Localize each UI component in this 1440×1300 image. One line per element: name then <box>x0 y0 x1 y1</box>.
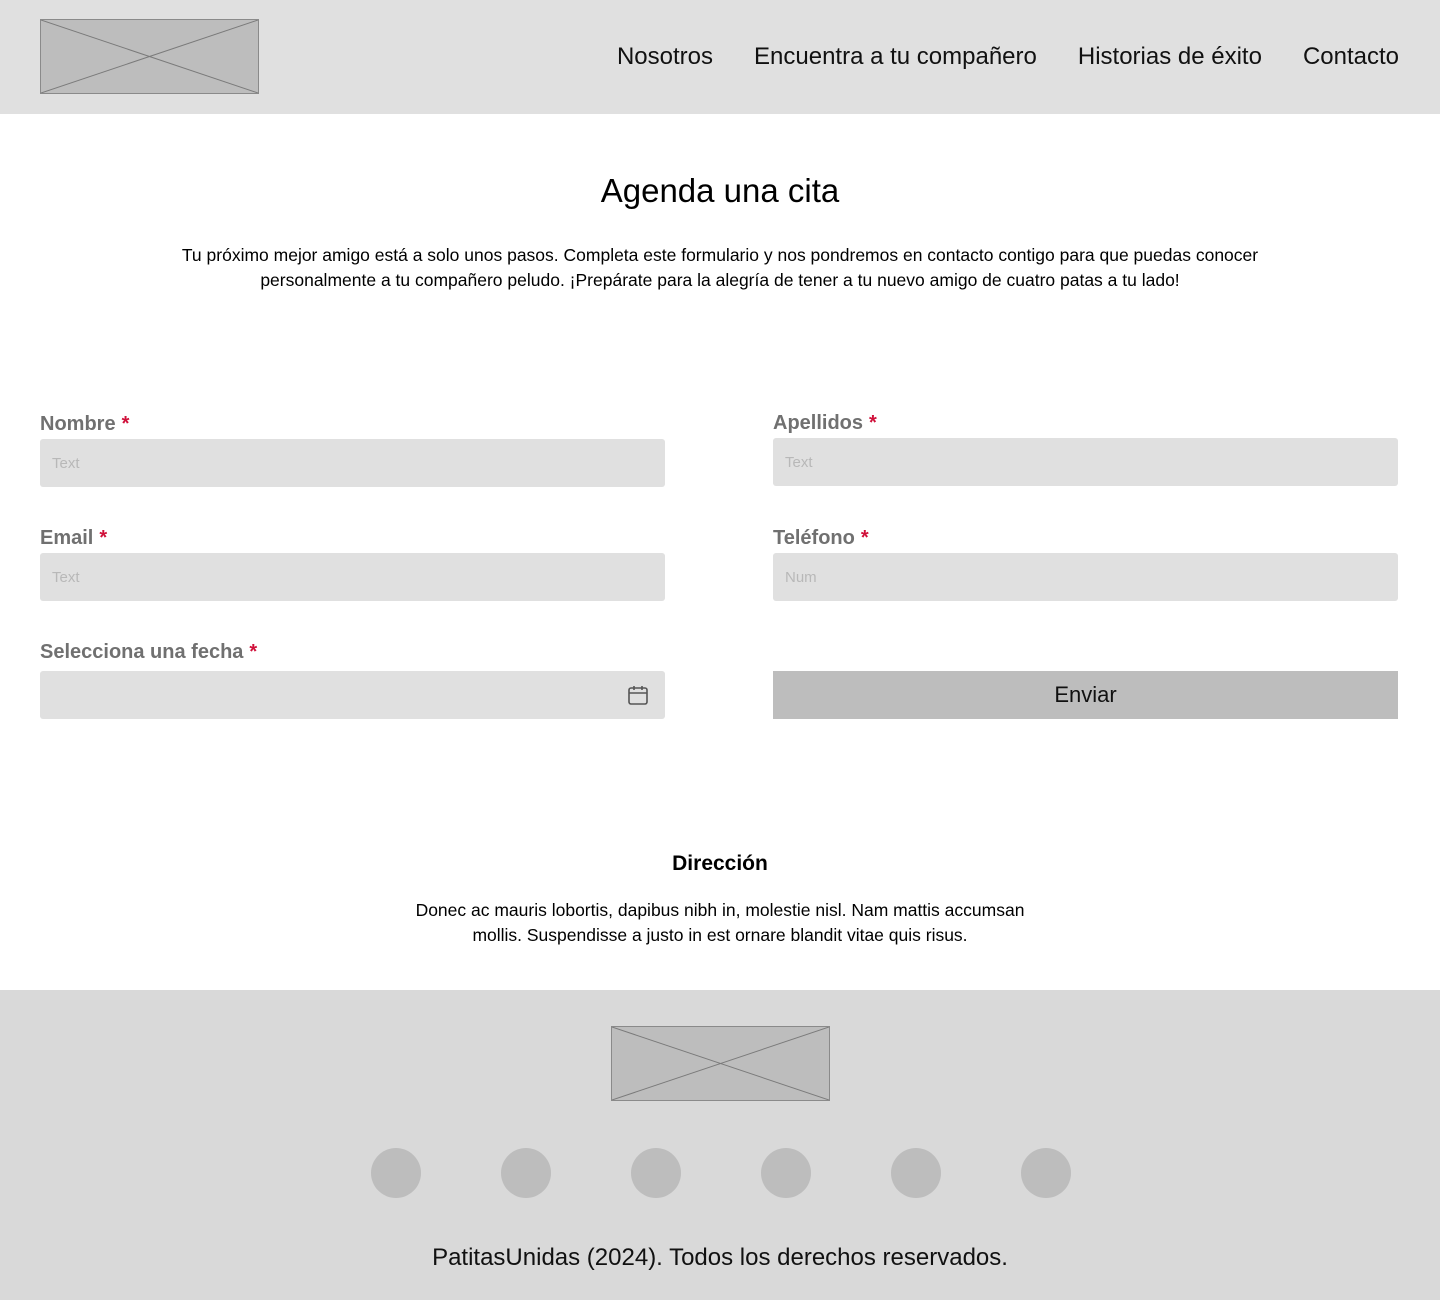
email-label <box>40 526 107 550</box>
nav-link-historias-exito[interactable]: Historias de éxito <box>1077 43 1262 70</box>
social-icon-1[interactable] <box>371 1148 421 1198</box>
nombre-label <box>40 412 129 436</box>
date-picker-input[interactable] <box>40 671 665 719</box>
intro-text: Tu próximo mejor amigo está a solo unos pasos. Completa este formulario y nos pondremos en contacto contigo para que puedas conocer personalmente a tu compañero peludo. ¡Prepárate para la alegría de tener a tu nuevo amigo de cuatro patas a tu lado! <box>181 245 1259 290</box>
social-icon-2[interactable] <box>501 1148 551 1198</box>
required-asterisk: * <box>99 527 108 549</box>
page-title: Agenda una cita <box>600 172 840 209</box>
site-footer <box>0 990 1440 1300</box>
email-input[interactable] <box>40 553 665 601</box>
social-icon-4[interactable] <box>761 1148 811 1198</box>
main-nav <box>617 42 1399 72</box>
required-asterisk: * <box>860 527 869 549</box>
copyright-text: PatitasUnidas (2024). Todos los derechos reservados. <box>432 1244 1008 1271</box>
social-icon-6[interactable] <box>1021 1148 1071 1198</box>
nav-link-nosotros[interactable]: Nosotros <box>616 43 714 70</box>
address-text: Donec ac mauris lobortis, dapibus nibh in, molestie nisl. Nam mattis accumsan mollis. Suspendisse a justo in est ornare blandit vitae quis risus. <box>415 900 1025 945</box>
apellidos-label-text: Apellidos <box>773 412 864 434</box>
social-icon-3[interactable] <box>631 1148 681 1198</box>
logo-image-placeholder-icon[interactable] <box>40 19 259 94</box>
site-header <box>0 0 1440 114</box>
required-asterisk: * <box>249 641 258 663</box>
nombre-label-text: Nombre <box>40 413 116 435</box>
nombre-input[interactable] <box>40 439 665 487</box>
social-links <box>371 1148 1071 1198</box>
required-asterisk: * <box>121 413 130 435</box>
apellidos-input[interactable] <box>773 438 1398 486</box>
nav-link-contacto[interactable]: Contacto <box>1302 43 1399 70</box>
address-title: Dirección <box>672 852 768 875</box>
nav-link-encuentra-companero[interactable]: Encuentra a tu compañero <box>754 43 1037 70</box>
calendar-icon[interactable] <box>627 684 649 706</box>
telefono-label-text: Teléfono <box>773 527 855 549</box>
apellidos-label <box>773 411 877 435</box>
fecha-label <box>40 640 257 664</box>
footer-logo-image-placeholder-icon[interactable] <box>611 1026 830 1101</box>
submit-button[interactable]: Enviar <box>773 671 1398 719</box>
telefono-input[interactable] <box>773 553 1398 601</box>
social-icon-5[interactable] <box>891 1148 941 1198</box>
required-asterisk: * <box>869 412 877 434</box>
telefono-label <box>773 526 869 550</box>
fecha-label-text: Selecciona una fecha <box>40 641 244 663</box>
email-label-text: Email <box>40 527 94 549</box>
